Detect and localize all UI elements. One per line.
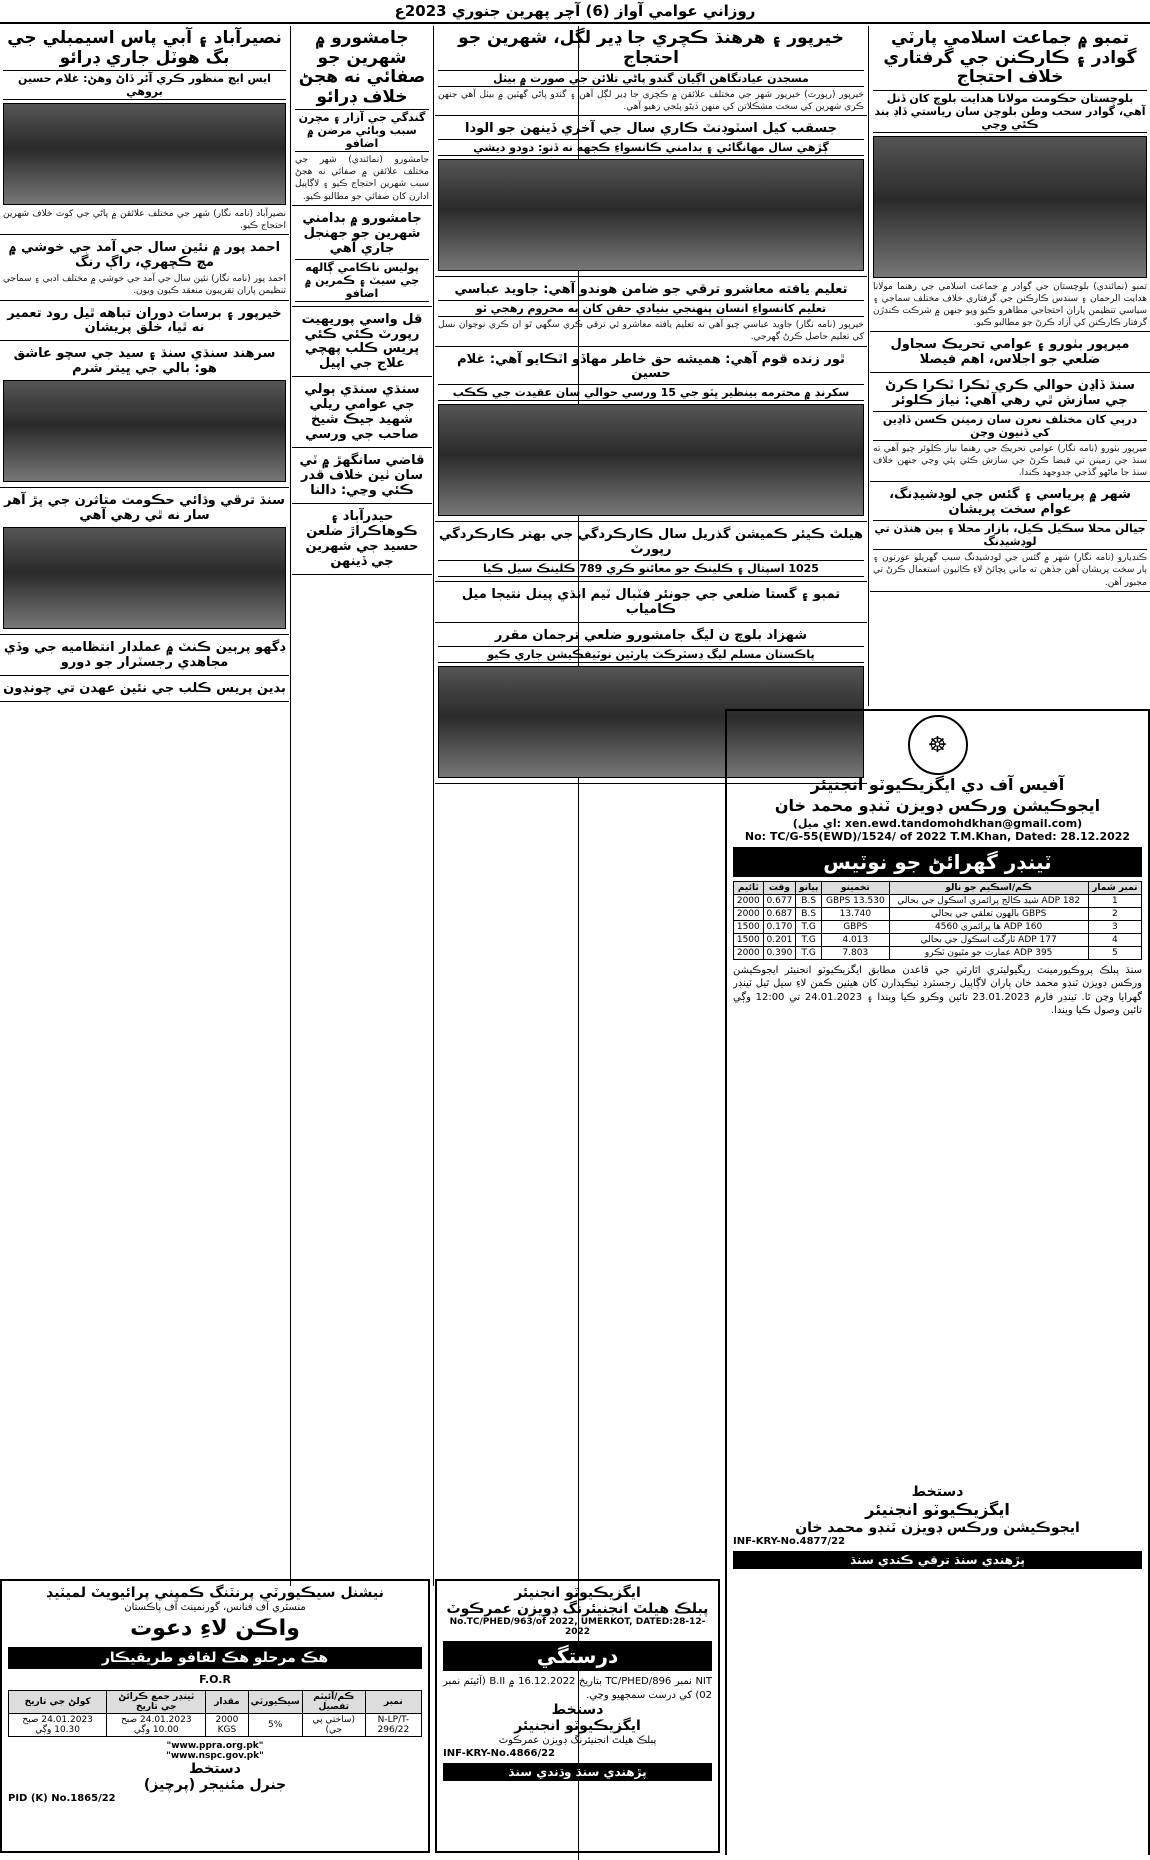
headline: تمبو ۽ گستا ضلعي جي جونئر فٽبال ٽيم انڌي پينل نتيجا ميل ڪامياب: [461, 587, 841, 618]
table-cell: 2000 KGS: [206, 1714, 248, 1737]
ad-body: سنڌ پبلڪ پروڪيورمينٽ ريگيوليٽري اٿارٽي جي قاعدن مطابق ايگزيڪيوٽو انجنيئر ايجوڪيشن ورڪس ڊويزن ٽنڊو محمد خان پاران لاڳاپيل رجسٽرڊ ٺيڪيدارن کان هيٺين ڪمن لاءِ سيل ٿيل ٽينڊر گهرايا وڃن ٿا. ٽينڊر فارم 23.01.2023 تائين وڪرو ڪيا ويندا ۽ 24.01.2023 تي 12:00 وڳي تائين وصول ڪيا ويندا.: [733, 964, 1142, 1017]
tender-notice-ad: [725, 705, 1150, 1855]
table-cell: 2000: [734, 946, 764, 959]
ad-ref: No: TC/G-55(EWD)/1524/ of 2022 T.M.Khan, Dated: 28.12.2022: [744, 829, 1131, 843]
story-body: خيرپور (رپورٽ) خيرپور شهر جي مختلف علائقن ۾ ڪچري جا ڍير لڳل آهن ۽ گندو پاڻي گهٽين ۾ بيٺل آهي جنهن ڪري شهرين کي سخت مشڪلاتن کي منهن ڏيڻو پئجي رهيو آهي.: [438, 90, 864, 113]
ad-office: آفيس آف دي ايگزيڪيوٽو انجنيئر: [810, 775, 1065, 794]
table-cell: 3: [1088, 920, 1141, 933]
news-story: [0, 638, 289, 676]
table-header: ڪم/آئيٽم تفصيل: [302, 1691, 365, 1714]
news-story: [292, 209, 432, 307]
table-header: ٽائيم: [734, 881, 764, 894]
ad-footer-bar: پڙهندي سنڌ ترقي ڪندي سنڌ: [733, 1551, 1142, 1569]
news-story: [0, 344, 289, 488]
table-header: سيڪيورٽي: [248, 1691, 302, 1714]
table-cell: T.G: [796, 920, 822, 933]
government-seal-icon: ☸: [908, 715, 968, 775]
news-story: [0, 238, 289, 300]
headline: جسقب کيل اسٽوڊنٽ ڪاري سال جي آخري ڏينهن جو الودا: [465, 121, 837, 137]
table-header: نمبر شمار: [1088, 881, 1141, 894]
column-rule: [433, 26, 434, 1586]
ad-ministry: منسٽري آف فنانس، گورنمينٽ آف پاڪستان: [124, 1602, 306, 1613]
table-cell: 0.390: [763, 946, 796, 959]
table-cell: 0.677: [763, 894, 796, 907]
headline: ڊگهو پرٻين ڪنٽ ۾ عملدار انتظاميه جي وڏي مجاهدي رجسٽرار جو دورو: [3, 640, 286, 671]
table-header: کولڻ جي تاريخ: [9, 1691, 107, 1714]
ad-inf-number: INF-KRY-No.4866/22: [443, 1747, 556, 1759]
table-cell: 7.803: [822, 946, 889, 959]
table-cell: GBPS 13.530: [822, 894, 889, 907]
news-photo: [438, 159, 864, 271]
table-cell: 24.01.2023 صبح 10.30 وڳي: [9, 1714, 107, 1737]
table-cell: B.S: [796, 894, 822, 907]
headline: حيدرآباد ۽ ڪوهاڪراڙ ضلعن حسيد جي شهرين جي ڏينهن: [305, 508, 419, 569]
ad-inf-number: INF-KRY-No.4877/22: [733, 1536, 846, 1548]
news-story: [0, 491, 289, 635]
table-cell: 1500: [734, 933, 764, 946]
subheadline: جيالن محلا سڪيل ڪيل، ٻازار محلا ۽ ٻين هنڌن تي لوڊشيڊنگ: [874, 522, 1146, 549]
ad-company: نيشنل سيڪيورٽي پرنٽنگ ڪمپني پرائيويٽ لميٽيڊ: [46, 1585, 384, 1601]
headline: احمد پور ۾ نئين سال جي آمد جي خوشي ۾ مچ ڪچهري، راڳ رنگ: [8, 240, 281, 271]
news-photo: [873, 136, 1147, 278]
table-cell: N-LP/T-296/22: [365, 1714, 421, 1737]
news-story: [435, 280, 867, 346]
table-cell: 0.687: [763, 907, 796, 920]
headline: هيلٿ ڪيئر ڪميشن گذريل سال ڪارڪردگي جي بهتر ڪارڪردگي رپورٽ: [438, 527, 864, 558]
ad-website-ppra[interactable]: "www.ppra.org.pk": [166, 1741, 264, 1752]
table-header: وقت: [763, 881, 796, 894]
table-header: نمبر: [365, 1691, 421, 1714]
table-cell: T.G: [796, 946, 822, 959]
table-header: ٽينڊر جمع ڪرائڻ جي تاريخ: [107, 1691, 206, 1714]
column-left: [0, 26, 289, 1586]
news-story: [0, 304, 289, 342]
headline: شهزاد بلوچ ن ليگ جامشورو ضلعي ترجمان مقرر: [494, 628, 808, 644]
table-cell: 5: [1088, 946, 1141, 959]
story-body: ميرپور بٺورو (نامه نگار) عوامي تحريڪ جي رهنما نياز ڪلوئر چيو آهي ته سنڌ جي زمينن تي قبضا ڪرڻ جي سازش ڪئي پئي وڃي جنهن خلاف سنڌ جا ماڻهو گڏجي جدوجهد ڪندا.: [873, 443, 1147, 479]
news-story: [0, 26, 289, 235]
headline: قاضي سانگهڙ ۾ ٽي سان ٺين خلاف قدر ڪئي وڃي: دالنا: [299, 453, 425, 498]
headline: شهر ۾ پرياسي ۽ گئس جي لوڊشيڊنگ، عوام سخت پريشان: [889, 487, 1131, 518]
ad-body: NIT نمبر TC/PHED/896 بتاريخ 16.12.2022 ۾ B.II (آئيٽم نمبر 02) کي درست سمجهيو وڃي.: [443, 1676, 712, 1701]
subheadline: پوليس ناڪامي ڳالهه جي سيٽ ۽ ڪمرين ۾ اضافو: [295, 259, 429, 302]
news-photo: [3, 103, 286, 205]
printing-box: [0, 1579, 430, 1853]
ad-sign: دستخط: [551, 1702, 604, 1718]
ad-sign-office: ايجوڪيشن ورڪس ڊويزن ٽنڊو محمد خان: [795, 1520, 1080, 1537]
story-body: احمد پور (نامه نگار) نئين سال جي آمد جي خوشي ۾ مختلف ادبي ۽ سماجي تنظيمن پاران تقريبون منعقد ڪيون ويون.: [3, 274, 286, 297]
table-cell: 1500: [734, 920, 764, 933]
story-body: نصيرآباد (نامه نگار) شهر جي مختلف علائقن ۾ پاڻي جي کوٽ خلاف شهرين احتجاج ڪيو.: [3, 209, 286, 232]
correction-ad: [435, 1575, 720, 1855]
table-cell: (ساختي پي جي): [302, 1714, 365, 1737]
subheadline: مسجدن عيادتگاهن اڳيان گندو پاڻي تلائن جي صورت ۾ بيٺل: [438, 70, 864, 87]
subheadline: پاڪستان مسلم ليگ ڊسٽرڪٽ پارٽين نوٽيفڪيشن جاري ڪيو: [438, 646, 864, 663]
table-cell: T.G: [796, 933, 822, 946]
table-row: [734, 920, 1142, 933]
subheadline: درٻي کان مختلف نعرن سان زمينن ڪسن ڏاڍين کي ڏنيون وڃن: [873, 411, 1147, 441]
column-rule: [868, 26, 869, 706]
table-cell: GBPS: [822, 920, 889, 933]
news-photo: [3, 527, 286, 629]
headline: نصيرآباد ۽ آبي پاس اسيمبلي جي بگ هوٽل جاري ڊرائو: [7, 28, 282, 68]
story-body: تمبو (نمائندي) بلوچستان جي گوادر ۾ جماعت اسلامي جي رهنما مولانا هدايت الرحمان ۽ سندس ڪارڪنن جي گرفتاري خلاف مختلف سماجي ۽ سياسي تنظيمن پاران احتجاجي مظاهرو ڪيو ويو جنهن ۾ شرڪت ڪندڙن گرفتار ڪارڪنن کي آزاد ڪرڻ جو مطالبو ڪيو.: [873, 281, 1147, 329]
ad-sign-office: پبلڪ هيلٿ انجنيئرنگ ڊويزن عمرڪوٽ: [498, 1735, 657, 1746]
table-cell: 1: [1088, 894, 1141, 907]
table-cell: 4.013: [822, 933, 889, 946]
subheadline: تعليم کانسواءِ انسان پنهنجي بنيادي حقن کان به محروم رهجي ٿو: [438, 300, 864, 317]
ad-footer-bar: پڙهندي سنڌ وڌندي سنڌ: [443, 1763, 712, 1781]
column-rule: [290, 26, 291, 1586]
table-cell: ADP 395 عمارت جو مٿيون ٽڪرو: [889, 946, 1088, 959]
table-cell: GBPS بالهون تعلقي جي بحالي: [889, 907, 1088, 920]
ad-sign: دستخط: [189, 1761, 241, 1778]
table-cell: ADP 182 شيڊ ڪالج پرائمري اسڪول جي بحالي: [889, 894, 1088, 907]
headline: جامشورو ۾ بدامني شهرين جو جهنجل جاري آهي: [302, 210, 422, 256]
ad-title: واڪن لاءِ دعوت: [130, 1615, 300, 1641]
ad-sign: دستخط: [911, 1483, 964, 1500]
headline: بدين پريس ڪلب جي نئين عهدن تي چونڊون: [3, 681, 286, 697]
news-story: [292, 380, 432, 448]
headline: خيرپور ۽ برسات دوران تباهه ٿيل رود تعمير نه ٿيا، خلق پريشان: [7, 305, 282, 336]
news-photo: [3, 380, 286, 482]
table-cell: 0.201: [763, 933, 796, 946]
tender-table: [8, 1690, 422, 1737]
column-right: [870, 26, 1150, 706]
headline: سنڌي سنڌي ٻولي جي عوامي ريلي شهيد جيڪ شيخ صاحب جي ورسي: [304, 382, 420, 443]
news-story: [435, 525, 867, 582]
news-story: [292, 310, 432, 378]
table-header: مقدار: [206, 1691, 248, 1714]
ad-pid-number: PID (K) No.1865/22: [8, 1793, 116, 1805]
table-row: [734, 946, 1142, 959]
ad-for: F.O.R: [199, 1673, 231, 1687]
table-cell: 5%: [248, 1714, 302, 1737]
subheadline: سکرنڊ ۾ محترمه بينظير ڀٽو جي 15 ورسي حوالي سان عقيدت جي ڪڪب: [438, 384, 864, 401]
table-cell: 2: [1088, 907, 1141, 920]
table-header: ٻيانو: [796, 881, 822, 894]
news-story: [870, 376, 1150, 482]
ad-sign-title: جنرل مئنيجر (پرچيز): [143, 1777, 287, 1794]
table-cell: ADP 177 ٽارگٽ اسڪول جي بحالي: [889, 933, 1088, 946]
ad-title: ٽينڊر گهرائڻ جو نوٽيس: [733, 847, 1142, 877]
news-story: [435, 26, 867, 116]
subheadline: گندگي جي آزار ۽ مچرن سبب وبائي مرضن ۾ اضافو: [295, 109, 429, 152]
table-cell: 0.170: [763, 920, 796, 933]
news-story: [292, 26, 432, 206]
subheadline: ايس ايچ منظور ڪري آئر ڏاڻ وهڻ: غلام حسين بروهي: [3, 70, 286, 100]
news-story: [435, 350, 867, 523]
table-cell: 13.740: [822, 907, 889, 920]
headline: سنڌ ڏاڍن حوالي ڪري ٽڪرا ٽڪرا ڪرڻ جي سازش ٿي رهي آهي: نياز ڪلوئر: [885, 378, 1135, 409]
table-header: تخمينو: [822, 881, 889, 894]
subheadline: ڳڙهي سال مهانگائي ۽ بدامني ڪانسواءِ ڪجهه نه ڏنو: دودو ديشي: [438, 139, 864, 156]
correction-box: [435, 1579, 720, 1853]
ad-sign-title: ايگزيڪيوٽو انجنيئر: [865, 1499, 1010, 1519]
subheadline: 1025 اسپتال ۽ ڪلينڪ جو معائنو ڪري 789 ڪلينڪ سيل ڪيا: [438, 560, 864, 577]
subheadline: بلوچستان حڪومت مولانا هدايت بلوچ کان ڏنل آهي، گوادر سحب وطن بلوچن سان رياستي ڏاڍ بند ڪئي وڃي: [874, 91, 1146, 131]
news-story: [292, 507, 432, 575]
headline: خيرپور ۽ هرهنڌ ڪچري جا ڍير لڳل، شهرين جو احتجاج: [458, 28, 844, 68]
ad-office-sub: پبلڪ هيلٿ انجنيئرنگ ڊويزن عمرڪوٽ: [446, 1601, 709, 1617]
headline: جامشورو ۾ شهرين جو صفائي نه هجڻ خلاف ڊرائو: [298, 28, 426, 107]
news-story: [435, 119, 867, 277]
printing-ad: [0, 1575, 430, 1855]
table-cell: 24.01.2023 صبح 10.00 وڳي: [107, 1714, 206, 1737]
tender-table: [733, 881, 1142, 960]
ad-office-sub: ايجوڪيشن ورڪس ڊويزن ٽنڊو محمد خان: [774, 795, 1101, 815]
ad-title: درستگي: [443, 1641, 712, 1671]
table-row: [734, 894, 1142, 907]
table-cell: 4: [1088, 933, 1141, 946]
story-body: جامشورو (نمائندي) شهر جي مختلف علائقن ۾ صفائي نه هجڻ سبب شهرين احتجاج ڪيو ۽ لاڳاپيل ادارن کان صفائي جو مطالبو ڪيو.: [295, 155, 429, 202]
story-body: ڪنڊيارو (نامه نگار) شهر ۾ گئس جي لوڊشيڊنگ سبب گهريلو عورتون ۽ ٻار سخت پريشان آهن جڏهن ته ماني پچائڻ لاءِ ڪاٺيون استعمال ڪرڻ تي مجبور آهن.: [873, 553, 1147, 588]
ad-office: ايگزيڪيوٽو انجنيئر: [514, 1585, 641, 1601]
news-story: [435, 585, 867, 623]
headline: تمبو ۾ جماعت اسلامي پارٽي گوادر ۽ ڪارڪنن جي گرفتاري خلاف احتجاج: [883, 28, 1137, 88]
news-story: [292, 451, 432, 504]
table-row: [9, 1714, 422, 1737]
table-header: ڪم/اسڪيم جو نالو: [889, 881, 1088, 894]
ad-sign-title: ايگزيڪيوٽو انجنيئر: [514, 1718, 641, 1734]
headline: ٿور زنده قوم آهي: هميشه حق خاطر مهاڏو اٽڪايو آهي: غلام حسين: [457, 351, 845, 382]
news-photo: [438, 404, 864, 516]
tender-box: [725, 709, 1150, 1855]
table-cell: ADP 160 ها پرائمري 4560: [889, 920, 1088, 933]
table-cell: 2000: [734, 907, 764, 920]
table-row: [734, 933, 1142, 946]
story-body: خيرپور (نامه نگار) جاويد عباسي چيو آهي ته تعليم يافته معاشرو ئي ترقي ڪري سگهي ٿو ان ڪري نوجوان نسل کي تعليم حاصل ڪرڻ گهرجي.: [438, 320, 864, 343]
table-cell: 2000: [734, 894, 764, 907]
news-story: [0, 679, 289, 702]
ad-subtitle: هڪ مرحلو هڪ لفافو طريقيڪار: [8, 1647, 422, 1669]
masthead: روزاني عوامي آواز (6) آچر پهرين جنوري 2023ع: [394, 2, 756, 20]
headline: سرهند سنڌي سنڌ ۽ سيد جي سچو عاشق هو: بالي جي ڀيتر شرم: [13, 346, 276, 377]
ad-email: (اي ميل: xen.ewd.tandomohdkhan@gmail.com): [792, 816, 1083, 830]
ad-ref: No.TC/PHED/963/of 2022, UMERKOT, DATED:28-12-2022: [449, 1617, 706, 1637]
news-story: [870, 335, 1150, 373]
news-story: [870, 485, 1150, 591]
table-row: [734, 907, 1142, 920]
table-cell: B.S: [796, 907, 822, 920]
headline: ميرپور بٺورو ۽ عوامي تحريڪ سجاول ضلعي جو اجلاس، اهم فيصلا: [890, 337, 1130, 368]
ad-website-nspc[interactable]: "www.nspc.gov.pk": [166, 1751, 264, 1762]
headline: سنڌ ترقي وڌائي حڪومت متاثرن جي پڙ آهر سار نه ٿي رهي آهي: [4, 493, 285, 524]
headline: قل واسي پوريهيت رپورٽ ڪئي ڪئي پريس ڪلب پهچي علاج جي اپيل: [301, 311, 423, 372]
column-center-left: [292, 26, 432, 1586]
news-story: [870, 26, 1150, 332]
headline: تعليم يافته معاشرو ترقي جو ضامن هوندو آهي: جاويد عباسي: [454, 282, 848, 298]
masthead-rule: [0, 22, 1150, 24]
